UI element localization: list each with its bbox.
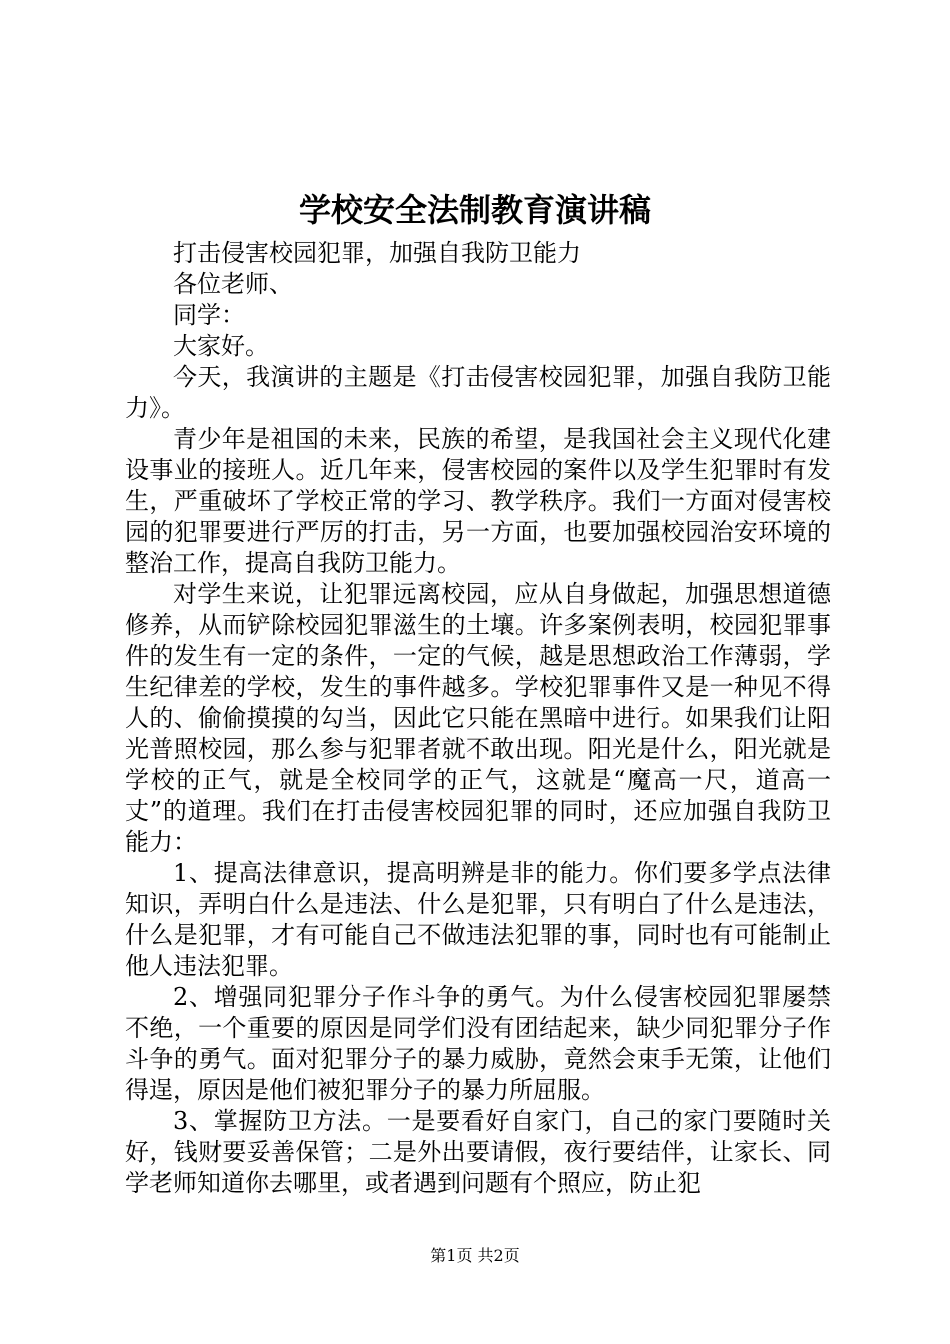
paragraph-topic: 今天，我演讲的主题是《打击侵害校园犯罪，加强自我防卫能力》。	[125, 363, 831, 422]
paragraph-subtitle: 打击侵害校园犯罪，加强自我防卫能力	[173, 239, 581, 267]
paragraph-point-2: 2、增强同犯罪分子作斗争的勇气。为什么侵害校园犯罪屡禁不绝，一个重要的原因是同学们没有团结起来，缺少同犯罪分子作斗争的勇气。面对犯罪分子的暴力威胁，竟然会束手无策，让他们得逞，原因是他们被犯罪分子的暴力所屈服。	[125, 983, 831, 1104]
page-footer: 第1页 共2页	[430, 1246, 520, 1265]
paragraph-point-3: 3、掌握防卫方法。一是要看好自家门，自己的家门要随时关好，钱财要妥善保管；二是外出要请假，夜行要结伴，让家长、同学老师知道你去哪里，或者遇到问题有个照应，防止犯	[125, 1107, 831, 1197]
paragraph-point-1: 1、提高法律意识，提高明辨是非的能力。你们要多学点法律知识，弄明白什么是违法、什么是犯罪，只有明白了什么是违法，什么是犯罪，才有可能自己不做违法犯罪的事，同时也有可能制止他人违法犯罪。	[125, 859, 831, 980]
paragraph-greeting-students: 同学：	[173, 301, 245, 329]
document-body	[125, 238, 831, 1199]
paragraph-youth: 青少年是祖国的未来，民族的希望，是我国社会主义现代化建设事业的接班人。近几年来，侵害校园的案件以及学生犯罪时有发生，严重破坏了学校正常的学习、教学秩序。我们一方面对侵害校园的犯罪要进行严厉的打击，另一方面，也要加强校园治安环境的整治工作，提高自我防卫能力。	[125, 425, 831, 577]
paragraph-students: 对学生来说，让犯罪远离校园，应从自身做起，加强思想道德修养，从而铲除校园犯罪滋生的土壤。许多案例表明，校园犯罪事件的发生有一定的条件，一定的气候，越是思想政治工作薄弱，学生纪律差的学校，发生的事件越多。学校犯罪事件又是一种见不得人的、偷偷摸摸的勾当，因此它只能在黑暗中进行。如果我们让阳光普照校园，那么参与犯罪者就不敢出现。阳光是什么，阳光就是学校的正气，就是全校同学的正气，这就是“魔高一尺，道高一丈”的道理。我们在打击侵害校园犯罪的同时，还应加强自我防卫能力：	[125, 580, 831, 856]
paragraph-hello: 大家好。	[173, 332, 269, 360]
paragraph-greeting-teachers: 各位老师、	[173, 270, 293, 298]
document-title: 学校安全法制教育演讲稿	[298, 191, 651, 229]
